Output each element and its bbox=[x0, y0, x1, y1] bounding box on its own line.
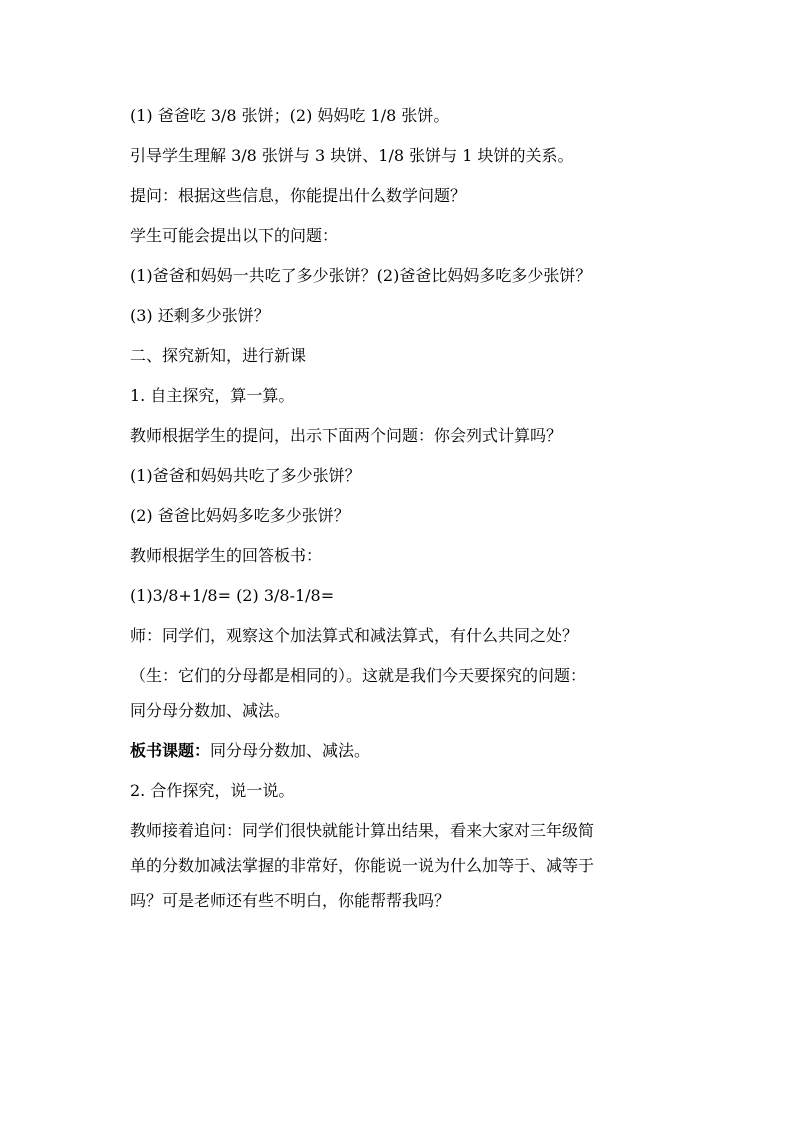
text-line: 提问：根据这些信息，你能提出什么数学问题？ bbox=[130, 186, 467, 205]
text-line: 吗？可是老师还有些不明白，你能帮帮我吗？ bbox=[130, 891, 451, 910]
text-line: 师：同学们，观察这个加法算式和减法算式，有什么共同之处？ bbox=[130, 626, 579, 645]
text-line: （生：它们的分母都是相同的）。这就是我们今天要探究的问题： bbox=[130, 666, 587, 685]
text-line: 教师根据学生的提问，出示下面两个问题：你会列式计算吗？ bbox=[130, 426, 563, 445]
text-line: 学生可能会提出以下的问题： bbox=[130, 226, 339, 245]
text-line: 单的分数加减法掌握的非常好，你能说一说为什么加等于、减等于 bbox=[130, 856, 595, 875]
text-line: (1) 爸爸吃 3/8 张饼；(2) 妈妈吃 1/8 张饼。 bbox=[130, 106, 450, 125]
text-line: (1)爸爸和妈妈一共吃了多少张饼？(2)爸爸比妈妈多吃多少张饼？ bbox=[130, 266, 592, 285]
board-title-line bbox=[130, 739, 678, 762]
text-line: (2) 爸爸比妈妈多吃多少张饼？ bbox=[130, 506, 350, 525]
text-line: 同分母分数加、减法。 bbox=[130, 701, 291, 720]
subsection-heading: 1. 自主探究，算一算。 bbox=[130, 386, 295, 405]
board-title-text: 同分母分数加、减法。 bbox=[210, 741, 371, 760]
text-line: 教师接着追问：同学们很快就能计算出结果，看来大家对三年级简 bbox=[130, 821, 595, 840]
section-heading: 二、探究新知，进行新课 bbox=[130, 346, 307, 365]
text-line: 教师根据学生的回答板书： bbox=[130, 546, 323, 565]
text-line: (3) 还剩多少张饼？ bbox=[130, 306, 270, 325]
board-title-label: 板书课题： bbox=[130, 741, 211, 760]
text-line: 引导学生理解 3/8 张饼与 3 块饼、1/8 张饼与 1 块饼的关系。 bbox=[130, 146, 574, 165]
document-body bbox=[130, 104, 678, 929]
math-expression: (1)3/8+1/8= (2) 3/8-1/8= bbox=[130, 586, 335, 605]
text-line: (1)爸爸和妈妈共吃了多少张饼？ bbox=[130, 466, 361, 485]
subsection-heading: 2. 合作探究，说一说。 bbox=[130, 781, 295, 800]
